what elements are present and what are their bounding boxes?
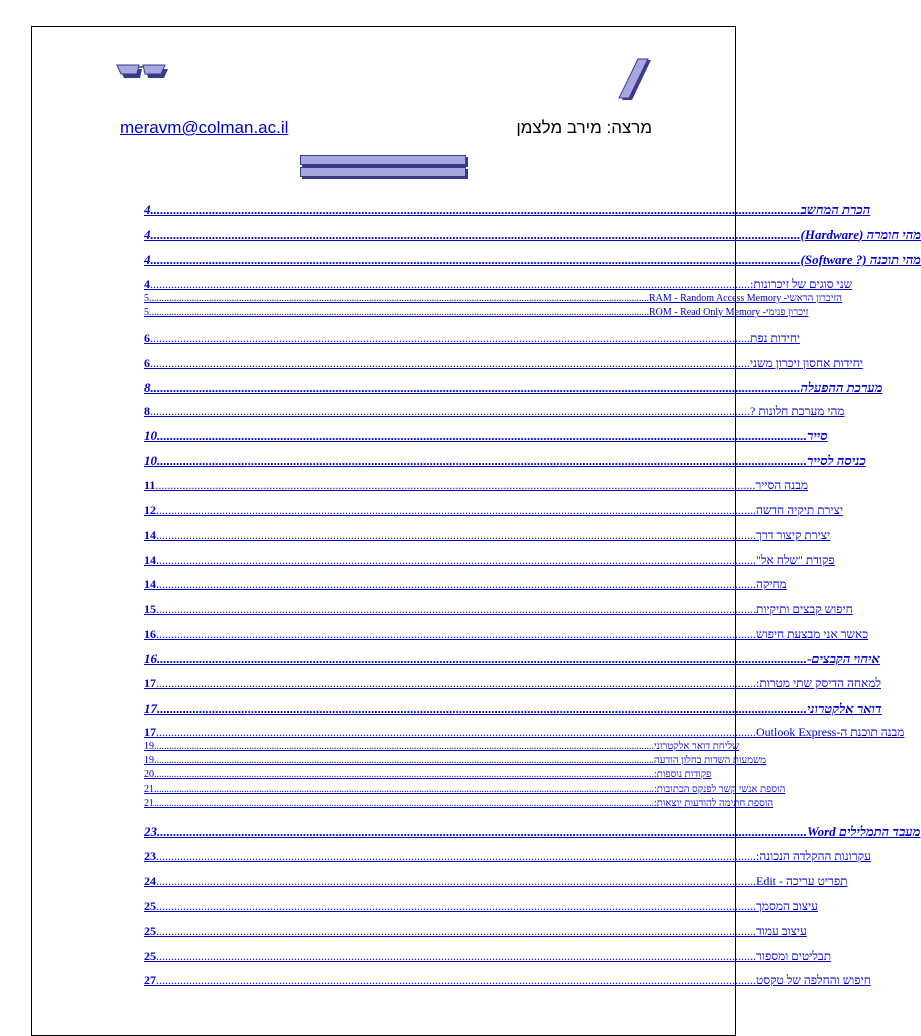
toc-page-number: 16 bbox=[144, 627, 156, 642]
toc-leader-dots: ........................................................................................................................................................................................................ bbox=[156, 849, 756, 864]
toc-title: פקודת "שלח אל" bbox=[756, 553, 835, 568]
toc-entry[interactable] bbox=[144, 293, 584, 304]
toc-title: יחידות נפת bbox=[750, 331, 800, 346]
toc-title: איחוי הקבצים- bbox=[807, 651, 880, 667]
toc-page-number: 19 bbox=[144, 755, 154, 766]
toc-page-number: 14 bbox=[144, 553, 156, 568]
toc-page-number: 8 bbox=[144, 404, 150, 419]
toc-title: משמעות השדות בחלון הודעה bbox=[654, 755, 766, 766]
toc-leader-dots: ........................................................................................................................................................................................................ bbox=[150, 277, 750, 292]
toc-page-number: 25 bbox=[144, 924, 156, 939]
toc-page-number: 27 bbox=[144, 973, 156, 988]
toc-entry[interactable] bbox=[144, 899, 614, 914]
toc-leader-dots: ........................................................................................................................................................................................................ bbox=[151, 380, 801, 396]
toc-page-number: 10 bbox=[144, 453, 157, 469]
toc-page-number: 23 bbox=[144, 849, 156, 864]
toc-page-number: 17 bbox=[144, 725, 156, 740]
toc-page-number: 8 bbox=[144, 380, 151, 396]
toc-page-number: 17 bbox=[144, 701, 157, 717]
toc-entry[interactable] bbox=[144, 202, 614, 218]
toc-entry[interactable] bbox=[144, 428, 614, 444]
toc-entry[interactable] bbox=[144, 277, 614, 292]
toc-page-number: 24 bbox=[144, 874, 156, 889]
toc-leader-dots: ........................................................................................................................................................................................................ bbox=[156, 676, 756, 691]
toc-title: שליחת דואר אלקטרוני bbox=[654, 741, 739, 752]
toc-leader-dots: ........................................................................................................................................................................................................ bbox=[156, 602, 756, 617]
toc-title: מהי מערכת חלונות ? bbox=[750, 404, 845, 419]
toc-page-number: 12 bbox=[144, 503, 156, 518]
toc-entry[interactable] bbox=[144, 627, 614, 642]
toc-entry[interactable] bbox=[144, 725, 614, 740]
toc-page-number: 5 bbox=[144, 293, 149, 304]
toc-title: הזיכרון הראשי- RAM - Random Access Memory bbox=[649, 293, 842, 304]
toc-title: עקרונות ההקלדה הנכונה: bbox=[756, 849, 871, 864]
toc-page-number: 16 bbox=[144, 651, 157, 667]
title-decoration bbox=[300, 154, 468, 180]
toc-entry[interactable] bbox=[144, 741, 584, 752]
toc-entry[interactable] bbox=[144, 651, 614, 667]
toc-title: מערכת ההפעלה bbox=[801, 380, 883, 396]
email-link[interactable]: meravm@colman.ac.il bbox=[120, 118, 288, 138]
toc-entry[interactable] bbox=[144, 824, 614, 840]
toc-entry[interactable] bbox=[144, 874, 614, 889]
toc-title: מעבד התמלילים Word bbox=[807, 824, 920, 840]
toc-page-number: 10 bbox=[144, 428, 157, 444]
pen-slash-clipart-icon bbox=[618, 58, 658, 103]
toc-page-number: 14 bbox=[144, 577, 156, 592]
toc-leader-dots: ........................................................................................................................................................................................................ bbox=[156, 553, 756, 568]
toc-leader-dots: ........................................................................................................................................................................................................ bbox=[157, 651, 807, 667]
toc-leader-dots: ........................................................................................................................................................................................................ bbox=[151, 202, 801, 218]
toc-leader-dots: ........................................................................................................................................................................................................ bbox=[151, 227, 801, 243]
toc-title: עיצוב המסמך bbox=[756, 899, 818, 914]
toc-title: שני סוגים של זיכרונות: bbox=[750, 277, 852, 292]
toc-title: מהי תוכנה (? Software) bbox=[801, 252, 921, 268]
toc-leader-dots: ........................................................................................................................................................................................................ bbox=[156, 503, 756, 518]
toc-page-number: 19 bbox=[144, 741, 154, 752]
toc-leader-dots: ........................................................................................................................................................................................................ bbox=[154, 755, 654, 766]
toc-entry[interactable] bbox=[144, 307, 584, 318]
toc-title: סייר bbox=[807, 428, 828, 444]
toc-entry[interactable] bbox=[144, 798, 584, 809]
toc-title: כניסה לסייר bbox=[807, 453, 866, 469]
toc-leader-dots: ........................................................................................................................................................................................................ bbox=[149, 307, 649, 318]
toc-leader-dots: ........................................................................................................................................................................................................ bbox=[156, 725, 756, 740]
toc-leader-dots: ........................................................................................................................................................................................................ bbox=[157, 701, 807, 717]
toc-leader-dots: ........................................................................................................................................................................................................ bbox=[150, 331, 750, 346]
toc-leader-dots: ........................................................................................................................................................................................................ bbox=[149, 293, 649, 304]
toc-leader-dots: ........................................................................................................................................................................................................ bbox=[156, 627, 756, 642]
toc-title: חיפוש קבצים ותיקיות bbox=[756, 602, 853, 617]
toc-leader-dots: ........................................................................................................................................................................................................ bbox=[154, 798, 654, 809]
toc-entry[interactable] bbox=[144, 356, 614, 371]
toc-leader-dots: ........................................................................................................................................................................................................ bbox=[156, 949, 756, 964]
toc-title: מבנה הסייר bbox=[755, 478, 808, 493]
toc-entry[interactable] bbox=[144, 701, 614, 717]
toc-entry[interactable] bbox=[144, 528, 614, 543]
toc-entry[interactable] bbox=[144, 949, 614, 964]
toc-page-number: 4 bbox=[144, 252, 151, 268]
toc-title: הכרת המחשב bbox=[801, 202, 871, 218]
toc-title: עיצוב עמוד bbox=[756, 924, 807, 939]
toc-page-number: 20 bbox=[144, 769, 154, 780]
toc-leader-dots: ........................................................................................................................................................................................................ bbox=[150, 404, 750, 419]
toc-leader-dots: ........................................................................................................................................................................................................ bbox=[156, 924, 756, 939]
toc-page-number: 21 bbox=[144, 798, 154, 809]
toc-entry[interactable] bbox=[144, 784, 584, 795]
toc-page-number: 4 bbox=[144, 227, 151, 243]
toc-entry[interactable] bbox=[144, 553, 614, 568]
toc-leader-dots: ........................................................................................................................................................................................................ bbox=[154, 741, 654, 752]
toc-entry[interactable] bbox=[144, 404, 614, 419]
decoration-bar-bottom bbox=[300, 167, 466, 177]
toc-title: פקודות נוספות: bbox=[654, 769, 711, 780]
toc-page-number: 6 bbox=[144, 356, 150, 371]
toc-title: יצירת תיקיה חדשה bbox=[756, 503, 843, 518]
toc-title: הוספת חתימה להודעות יוצאות: bbox=[654, 798, 773, 809]
toc-title: יחידות אחסון זיכרון משני bbox=[750, 356, 863, 371]
toc-leader-dots: ........................................................................................................................................................................................................ bbox=[157, 824, 807, 840]
decoration-bar-top bbox=[300, 155, 466, 165]
toc-entry[interactable] bbox=[144, 331, 614, 346]
toc-page-number: 6 bbox=[144, 331, 150, 346]
toc-leader-dots: ........................................................................................................................................................................................................ bbox=[154, 784, 654, 795]
toc-entry[interactable] bbox=[144, 453, 614, 469]
toc-title: יצירת קיצור דרך bbox=[756, 528, 830, 543]
toc-entry[interactable] bbox=[144, 924, 614, 939]
toc-leader-dots: ........................................................................................................................................................................................................ bbox=[156, 899, 756, 914]
toc-entry[interactable] bbox=[144, 676, 614, 691]
toc-page-number: 4 bbox=[144, 277, 150, 292]
toc-leader-dots: ........................................................................................................................................................................................................ bbox=[154, 769, 654, 780]
toc-leader-dots: ........................................................................................................................................................................................................ bbox=[155, 478, 755, 493]
glasses-clipart-icon bbox=[116, 62, 172, 82]
toc-page-number: 11 bbox=[144, 478, 155, 493]
toc-leader-dots: ........................................................................................................................................................................................................ bbox=[157, 453, 807, 469]
toc-leader-dots: ........................................................................................................................................................................................................ bbox=[156, 973, 756, 988]
toc-title: חיפוש והחלפה של טקסט bbox=[756, 973, 871, 988]
toc-entry[interactable] bbox=[144, 602, 614, 617]
toc-page-number: 5 bbox=[144, 307, 149, 318]
toc-page-number: 4 bbox=[144, 202, 151, 218]
toc-title: מהי חומרה (Hardware) bbox=[801, 227, 921, 243]
toc-page-number: 14 bbox=[144, 528, 156, 543]
toc-title: תפריט עריכה - Edit bbox=[756, 874, 848, 889]
toc-page-number: 17 bbox=[144, 676, 156, 691]
toc-entry[interactable] bbox=[144, 755, 584, 766]
toc-entry[interactable] bbox=[144, 769, 584, 780]
toc-entry[interactable] bbox=[144, 973, 614, 988]
toc-title: מחיקה bbox=[756, 577, 787, 592]
toc-page-number: 23 bbox=[144, 824, 157, 840]
toc-leader-dots: ........................................................................................................................................................................................................ bbox=[156, 528, 756, 543]
toc-leader-dots: ........................................................................................................................................................................................................ bbox=[156, 874, 756, 889]
toc-entry[interactable] bbox=[144, 849, 614, 864]
toc-leader-dots: ........................................................................................................................................................................................................ bbox=[150, 356, 750, 371]
toc-title: מבנה תוכנת ה-Outlook Express bbox=[756, 725, 904, 740]
toc-page-number: 21 bbox=[144, 784, 154, 795]
toc-title: זיכרון פנימי- ROM - Read Only Memory bbox=[649, 307, 808, 318]
toc-entry[interactable] bbox=[144, 503, 614, 518]
toc-page-number: 15 bbox=[144, 602, 156, 617]
toc-title: כאשר אני מבצעת חיפוש bbox=[756, 627, 868, 642]
toc-title: תבליטים ומספור bbox=[756, 949, 831, 964]
toc-entry[interactable] bbox=[144, 380, 614, 396]
toc-leader-dots: ........................................................................................................................................................................................................ bbox=[151, 252, 801, 268]
toc-page-number: 25 bbox=[144, 949, 156, 964]
toc-leader-dots: ........................................................................................................................................................................................................ bbox=[156, 577, 756, 592]
lecturer-name: מרצה: מירב מלצמן bbox=[516, 118, 652, 138]
toc-title: דואר אלקטרוני bbox=[807, 701, 882, 717]
toc-entry[interactable] bbox=[144, 478, 614, 493]
toc-title: למאחה הדיסק שתי מטרות: bbox=[756, 676, 881, 691]
toc-title: הוספת אנשי קשר לפנקס הכתובות: bbox=[654, 784, 785, 795]
toc-entry[interactable] bbox=[144, 227, 614, 243]
toc-leader-dots: ........................................................................................................................................................................................................ bbox=[157, 428, 807, 444]
toc-page-number: 25 bbox=[144, 899, 156, 914]
toc-entry[interactable] bbox=[144, 577, 614, 592]
toc-entry[interactable] bbox=[144, 252, 614, 268]
